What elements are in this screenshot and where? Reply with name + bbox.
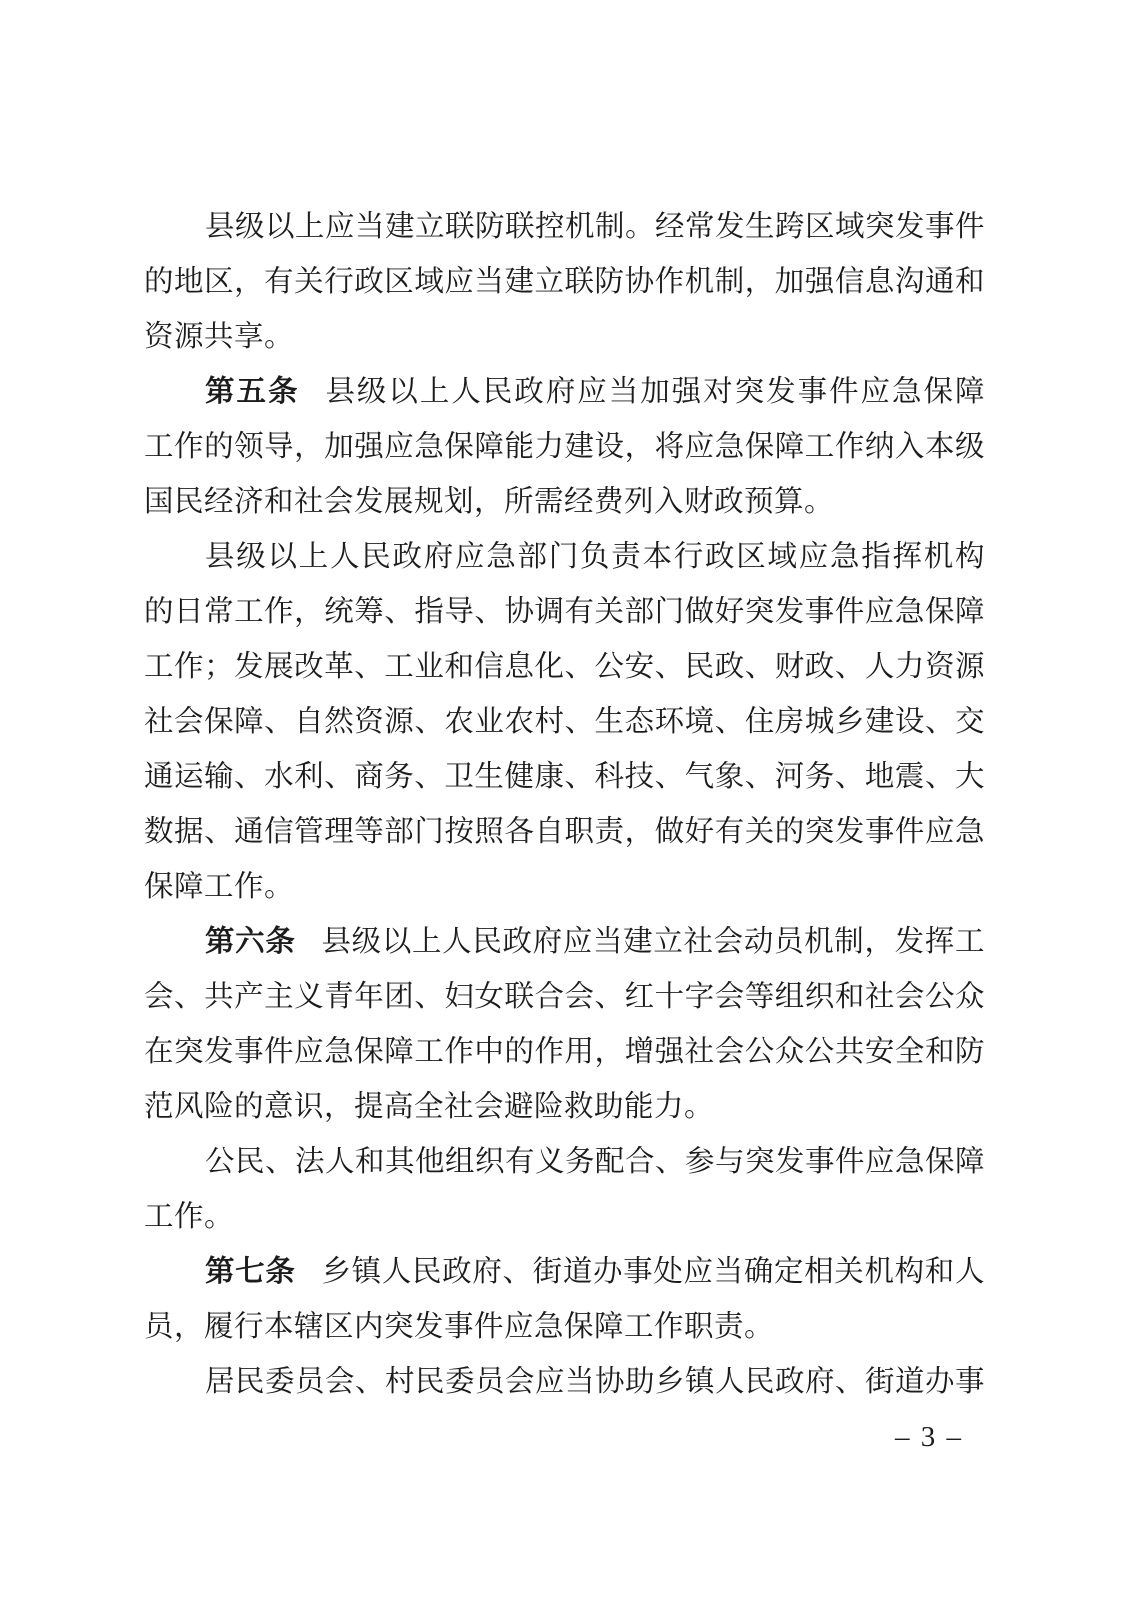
text-line: 县级以上人民政府应急部门负责本行政区域应急指挥机构 xyxy=(205,541,985,573)
text-line: 国民经济和社会发展规划，所需经费列入财政预算。 xyxy=(144,486,835,518)
text-line: 第六条 县级以上人民政府应当建立社会动员机制，发挥工 xyxy=(205,926,985,958)
article-number: 第五条 xyxy=(205,376,300,408)
text-line: 通运输、水利、商务、卫生健康、科技、气象、河务、地震、大 xyxy=(144,761,985,793)
text-line: 的日常工作，统筹、指导、协调有关部门做好突发事件应急保障 xyxy=(144,596,985,628)
text-line: 工作；发展改革、工业和信息化、公安、民政、财政、人力资源 xyxy=(144,651,985,683)
paragraph xyxy=(144,365,985,530)
paragraph xyxy=(144,200,985,365)
paragraph xyxy=(144,915,985,1135)
document-body xyxy=(144,200,985,1410)
paragraph xyxy=(144,1245,985,1355)
page-number: – 3 – xyxy=(895,1421,963,1453)
text-line: 社会保障、自然资源、农业农村、生态环境、住房城乡建设、交 xyxy=(144,706,985,738)
text-line: 保障工作。 xyxy=(144,871,295,903)
text-line: 公民、法人和其他组织有义务配合、参与突发事件应急保障 xyxy=(205,1146,986,1178)
text-line: 数据、通信管理等部门按照各自职责，做好有关的突发事件应急 xyxy=(144,816,985,848)
text-line: 工作的领导，加强应急保障能力建设，将应急保障工作纳入本级 xyxy=(144,431,985,463)
text-line: 县级以上应当建立联防联控机制。经常发生跨区域突发事件 xyxy=(205,211,986,243)
text-line: 会、共产主义青年团、妇女联合会、红十字会等组织和社会公众 xyxy=(144,981,985,1013)
article-number: 第六条 xyxy=(205,926,296,958)
text-line: 资源共享。 xyxy=(144,321,295,353)
text-line: 工作。 xyxy=(144,1201,235,1233)
text-line: 的地区，有关行政区域应当建立联防协作机制，加强信息沟通和 xyxy=(144,266,985,298)
text-line: 范风险的意识，提高全社会避险救助能力。 xyxy=(144,1091,715,1123)
paragraph xyxy=(144,1355,985,1410)
paragraph xyxy=(144,1135,985,1245)
article-number: 第七条 xyxy=(205,1256,296,1288)
paragraph xyxy=(144,530,985,915)
text-line: 居民委员会、村民委员会应当协助乡镇人民政府、街道办事 xyxy=(205,1366,986,1398)
text-line: 在突发事件应急保障工作中的作用，增强社会公众公共安全和防 xyxy=(144,1036,985,1068)
text-line: 第五条 县级以上人民政府应当加强对突发事件应急保障 xyxy=(205,376,985,408)
text-line: 第七条 乡镇人民政府、街道办事处应当确定相关机构和人 xyxy=(205,1256,985,1288)
text-line: 员，履行本辖区内突发事件应急保障工作职责。 xyxy=(144,1311,775,1343)
